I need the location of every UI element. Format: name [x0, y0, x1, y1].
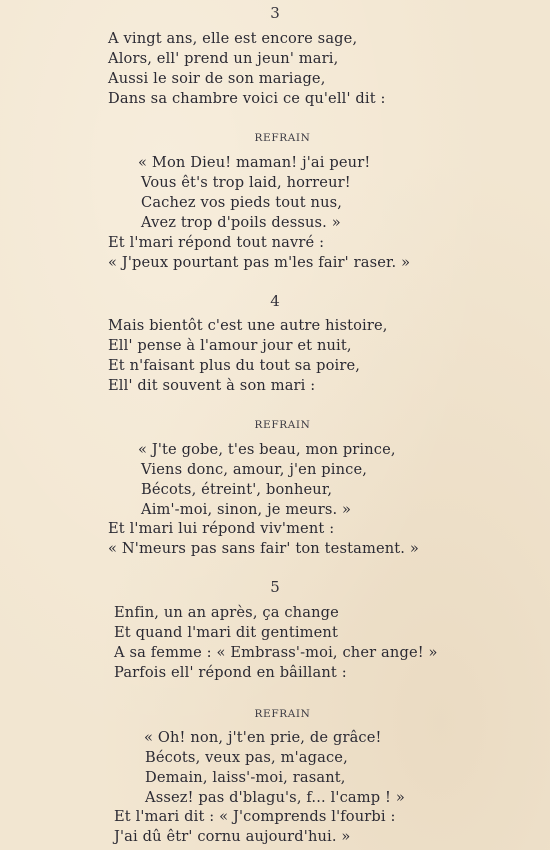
stanza-number: 5 [270, 578, 280, 596]
refrain-line: « Oh! non, j't'en prie, de grâce! [144, 729, 382, 746]
verse-line: Et quand l'mari dit gentiment [114, 624, 338, 641]
refrain-line: « J'peux pourtant pas m'les fair' raser. » [108, 254, 411, 271]
refrain-line: Demain, laiss'-moi, rasant, [145, 769, 346, 786]
refrain-line: Assez! pas d'blagu's, f... l'camp ! » [145, 789, 405, 806]
refrain-line: Bécots, veux pas, m'agace, [145, 749, 348, 766]
refrain-line: « N'meurs pas sans fair' ton testament. » [108, 540, 419, 557]
verse-line: Ell' dit souvent à son mari : [108, 377, 316, 394]
refrain-line: « Mon Dieu! maman! j'ai peur! [138, 154, 371, 171]
verse-line: Aussi le soir de son mariage, [108, 70, 326, 87]
verse-line: Dans sa chambre voici ce qu'ell' dit : [108, 90, 386, 107]
verse-line: Et n'faisant plus du tout sa poire, [108, 357, 361, 374]
refrain-heading: REFRAIN [254, 708, 311, 720]
verse-line: A sa femme : « Embrass'-moi, cher ange! » [114, 644, 438, 661]
verse-line: Mais bientôt c'est une autre histoire, [108, 317, 388, 334]
verse-line: Parfois ell' répond en bâillant : [114, 664, 347, 681]
refrain-line: Avez trop d'poils dessus. » [141, 214, 341, 231]
refrain-line: Et l'mari lui répond viv'ment : [108, 520, 335, 537]
refrain-line: Aim'-moi, sinon, je meurs. » [141, 501, 352, 518]
refrain-heading: REFRAIN [254, 419, 311, 431]
verse-line: Alors, ell' prend un jeun' mari, [108, 50, 339, 67]
refrain-line: Viens donc, amour, j'en pince, [141, 461, 368, 478]
page-number: 3 [270, 4, 280, 22]
refrain-heading: REFRAIN [254, 132, 311, 144]
verse-line: Enfin, un an après, ça change [114, 604, 339, 621]
verse-line: Ell' pense à l'amour jour et nuit, [108, 337, 352, 354]
refrain-line: Et l'mari dit : « J'comprends l'fourbi : [114, 808, 396, 825]
stanza-number: 4 [270, 292, 280, 310]
refrain-line: « J'te gobe, t'es beau, mon prince, [138, 441, 396, 458]
refrain-line: Bécots, étreint', bonheur, [141, 481, 333, 498]
verse-line: A vingt ans, elle est encore sage, [108, 30, 358, 47]
refrain-line: J'ai dû êtr' cornu aujourd'hui. » [114, 828, 351, 845]
refrain-line: Vous êt's trop laid, horreur! [141, 174, 351, 191]
refrain-line: Cachez vos pieds tout nus, [141, 194, 343, 211]
refrain-line: Et l'mari répond tout navré : [108, 234, 325, 251]
